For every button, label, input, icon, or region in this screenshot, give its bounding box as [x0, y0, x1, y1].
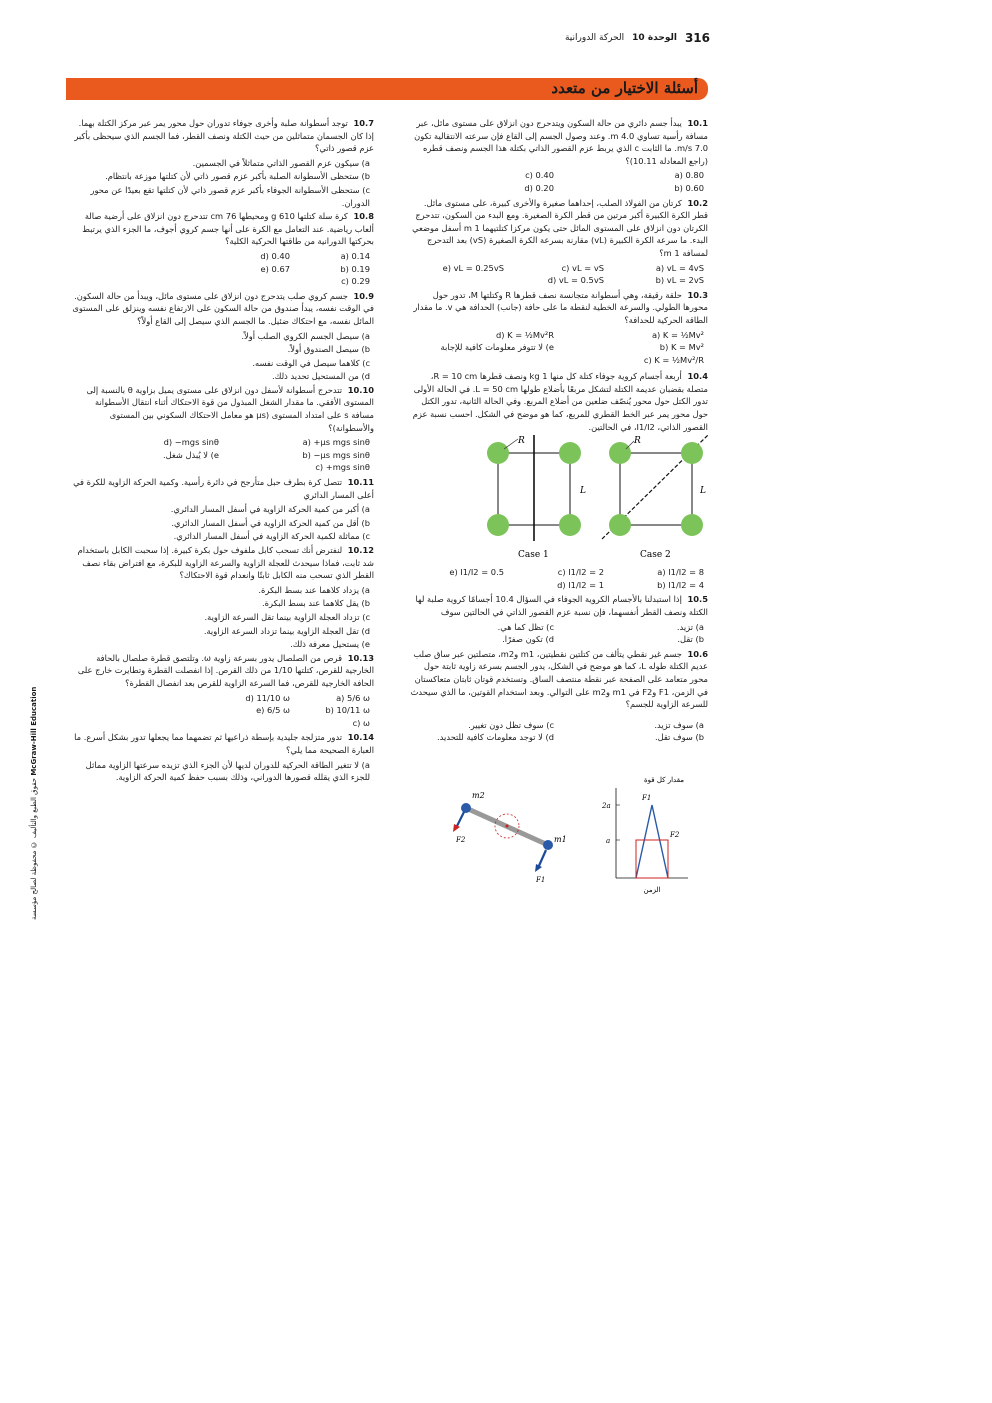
tick-a: a	[606, 836, 611, 845]
question-text: إذا استبدلنا بالأجسام الكروية الجوفاء في السؤال 10.4 أجسامًا كروية صلبة لها الكتلة ونصف القطر أنفسهما، فإن نسبة عزم القصور الذاتي في الحالتين سوف	[415, 594, 708, 618]
option: e) لا تتوفر معلومات كافية للإجابة	[440, 342, 554, 353]
option: c) كلاهما سيصل في الوقت نفسه.	[252, 357, 370, 368]
question-10-2	[408, 197, 708, 260]
option: b) سوف تقل.	[654, 732, 704, 743]
options-10-3	[408, 329, 708, 367]
option: b) أقل من كمية الحركة الزاوية في أسفل المسار الدائري.	[171, 517, 370, 528]
question-10-14	[72, 731, 374, 756]
option: b) −μs mgs sinθ	[302, 449, 370, 460]
right-column	[408, 117, 708, 900]
option: d) vL = 0.5vS	[547, 275, 604, 286]
option: c) 0.29	[341, 276, 370, 287]
option: a) سيصل الجسم الكروي الصلب أولاً.	[241, 330, 370, 341]
option: a) K = ½Mv²	[651, 329, 704, 340]
section-banner	[66, 78, 708, 100]
tick-2a: 2a	[602, 801, 611, 810]
unit-label: الوحدة 10	[632, 33, 677, 43]
force-time-graph	[601, 776, 688, 894]
option: b) ستحظى الأسطوانة الصلبة بأكبر عزم قصور ذاتي لأن كتلتها موزعة بانتظام.	[105, 171, 370, 182]
question-text: جسم غير نقطي يتألف من كتلتين نقطيتين، m1 وm2، متصلتين عبر ساق صلب عديم الكتلة طوله L، كما هو موضح في الشكل، يدور الجسم بسرعة زاوية ثابتة حول محور متعامد على الصفحة عبر نقطة منتصف الساق. وتستخدم قوتان ثابتان متعاكستان في الزمن، F1 وF2 في m1 وm2 على التوالي. وبعد استخدام القوتين، ما الذي سيحدث للسرعة الزاوية للجسم؟	[410, 648, 708, 710]
option: a) 5/6 ω	[336, 692, 370, 703]
sphere	[681, 514, 703, 536]
option: d) 11/10 ω	[245, 692, 290, 703]
option: c) +mgs sinθ	[315, 462, 370, 473]
case-2-label: Case 2	[640, 550, 671, 561]
option: c) تزداد العجلة الزاوية بينما تقل السرعة الزاوية.	[204, 611, 370, 622]
options-10-4	[408, 566, 708, 591]
option: b) K = Mv²	[659, 342, 704, 353]
force-f1-arrow	[538, 850, 546, 868]
option: a) تزيد.	[676, 621, 704, 632]
question-10-10	[72, 384, 374, 434]
option: d) لا توجد معلومات كافية للتحديد.	[437, 732, 554, 743]
f1-curve	[636, 805, 668, 878]
option: c) ستحظى الأسطوانة الجوفاء بأكبر عزم قصور ذاتي لأن كتلتها تقع بعيدًا عن محور الدوران.	[90, 184, 370, 208]
option: b) تقل.	[677, 634, 704, 645]
f2-label: F2	[456, 835, 466, 844]
side-length-label: L	[700, 486, 706, 497]
option: e) I1/I2 = 0.5	[449, 567, 504, 578]
page-header	[540, 30, 710, 46]
question-number: 10.13	[347, 652, 374, 663]
question-10-3	[408, 289, 708, 327]
publisher-name: McGraw-Hill Education	[30, 686, 38, 776]
question-text: كرتان من الفولاذ الصلب، إحداهما صغيرة والأخرى كبيرة، على مستوى مائل. قطر الكرة الكبيرة أكبر مرتين من قطر الكرة الصغيرة. ومع البدء من السكون، تتدحرج الكرتان دون انزلاق على المستوى المائل حتى يكون مركزا كتلتيهما 1 m أسفل موضعي البدء. ما سرعة الكرة الكبيرة (vL) مقارنة بسرعة الكرة الصغيرة (vS) بعد التدحرج لمسافة 1 m؟	[412, 197, 708, 258]
options-10-8	[214, 250, 374, 288]
chapter-title: الحركة الدورانية	[564, 33, 625, 43]
options-10-14	[72, 759, 374, 784]
option: c) مماثلة لكمية الحركة الزاوية في أسفل المسار الدائري.	[173, 531, 370, 542]
sphere	[559, 514, 581, 536]
side-length-label: L	[580, 486, 586, 497]
sphere	[487, 442, 509, 464]
question-10-13	[72, 652, 374, 690]
question-10-4	[408, 370, 708, 433]
option: a) سوف تزيد.	[654, 719, 704, 730]
option: b) 10/11 ω	[325, 705, 370, 716]
question-10-7	[72, 117, 374, 155]
radius-label: R	[634, 436, 641, 447]
option: c) تظل كما هي.	[497, 621, 554, 632]
option: e) vL = 0.25vS	[442, 262, 504, 273]
options-10-7	[72, 157, 374, 209]
option: b) vL = 2vS	[655, 275, 704, 286]
f1-label: F1	[536, 875, 546, 884]
options-10-2	[408, 262, 708, 287]
figure-10-4-squares	[408, 435, 708, 565]
m2-label: m2	[472, 790, 485, 800]
question-number: 10.12	[347, 545, 374, 555]
option: a) 0.80	[674, 170, 704, 181]
question-number: 10.6	[687, 648, 708, 659]
question-number: 10.4	[687, 371, 708, 382]
case-1-label: Case 1	[518, 550, 549, 561]
option: c) 0.40	[525, 170, 554, 181]
option: e) 6/5 ω	[256, 705, 290, 716]
question-10-11	[72, 476, 374, 501]
option: a) I1/I2 = 8	[657, 567, 704, 578]
case-2-diagram	[602, 435, 708, 560]
question-text: يبدأ جسم دائري من حالة السكون ويتدحرج دون انزلاق على مستوى مائل، عبر مسافة رأسية تساوي 4.0 m. وعند وصول الجسم إلى القاع فإن سرعته الانتقالية تكون 7.0 m/s. ما الثابت c الذي يربط عزم القصور الذاتي بكتلة هذا الجسم ونصف قطره (راجع المعادلة 10.11)؟	[414, 118, 708, 166]
case-1-diagram	[487, 435, 586, 560]
options-10-11	[72, 503, 374, 543]
options-10-1	[408, 169, 708, 194]
question-10-5	[408, 593, 708, 618]
option: d) 0.20	[524, 182, 554, 193]
option: c) سوف تظل دون تغيير.	[468, 719, 554, 730]
sphere	[559, 442, 581, 464]
option: d) −mgs sinθ	[163, 437, 219, 448]
option: d) I1/I2 = 1	[557, 579, 604, 590]
question-number: 10.2	[687, 197, 708, 208]
question-text: تدور متزلجة جليدية بإسطة ذراعيها ثم تضمهما مما يجعلها تدور بشكل أسرع. ما العبارة الصحيحة مما يلي؟	[74, 732, 374, 755]
options-10-6	[408, 719, 708, 744]
question-text: تتصل كرة بطرف حبل متأرجح في دائرة رأسية. وكمية الحركة الزاوية للكرة في أعلى المسار الدائري	[73, 477, 374, 500]
sphere	[681, 442, 703, 464]
option: c) vL = vS	[561, 262, 604, 273]
option: e) يستحيل معرفة ذلك.	[290, 639, 370, 650]
options-10-5	[408, 621, 708, 646]
radius-label: R	[518, 436, 525, 447]
sphere	[609, 442, 631, 464]
option: b) يقل كلاهما عند بسط البكرة.	[262, 598, 370, 609]
options-10-12	[72, 584, 374, 651]
question-number: 10.14	[347, 732, 374, 743]
question-text: لنفترض أنك تسحب كابل ملفوف حول بكرة كبيرة. إذا سحبت الكابل باستخدام شد ثابت، فماذا سيحدث للعجلة الزاوية والسرعة الزاوية للبكرة، مع افتراض بقاء نصف القطر الذي تسحب منه الكابل ثابتًا وانعدام قوة الاحتكاك؟	[77, 545, 374, 581]
question-text: حلقة رقيقة، وهي أسطوانة متجانسة نصف قطرها R وكتلتها M، تدور حول محورها الطولي. والسرعة الخطية لنقطة ما على حافة (جانب) الحدافة هي v. ما مقدار الطاقة الحركية للحدافة؟	[413, 289, 708, 325]
option: b) I1/I2 = 4	[657, 579, 704, 590]
question-10-8	[72, 210, 374, 248]
question-number: 10.8	[353, 211, 374, 222]
option: c) ω	[352, 717, 370, 728]
question-text: كرة سلة كتلتها 610 g ومحيطها 76 cm تتدحرج دون انزلاق على أرضية صالة ألعاب رياضية. عند التعامل مع الكرة على أنها جسم كروي أجوف، ما الجزء الذي يرتبط بحركتها الدورانية من طاقتها الحركية الكلية؟	[82, 211, 374, 247]
question-number: 10.7	[353, 118, 374, 128]
option: d) 0.40	[260, 250, 290, 261]
rod-diagram	[453, 791, 567, 884]
option: e) لا يُبذل شغل.	[162, 449, 219, 460]
option: a) سيكون عزم القصور الذاتي متماثلاً في الجسمين.	[192, 157, 370, 168]
option: d) من المستحيل تحديد ذلك.	[271, 371, 370, 382]
question-10-1	[408, 117, 708, 167]
option: d) K = ½Mv²R	[495, 329, 554, 340]
option: d) تقل العجلة الزاوية بينما تزداد السرعة الزاوية.	[203, 625, 370, 636]
question-10-6	[408, 648, 708, 711]
question-text: تتدحرج أسطوانة لأسفل دون انزلاق على مستوى يميل بزاوية θ بالنسبة إلى المستوى الأفقي. ما مقدار الشغل المبذول من قوة الاحتكاك أثناء انتقال الأسطوانة مسافة s على امتداد المستوى (μs هو معامل الاحتكاك السكوني بين المستوى والأسطوانة)؟	[86, 384, 374, 433]
y-axis-label: مقدار كل قوة	[643, 775, 685, 784]
f1-graph-label: F1	[642, 793, 652, 802]
option: c) I1/I2 = 2	[557, 567, 604, 578]
side-credit	[30, 686, 40, 920]
option: a) +μs mgs sinθ	[302, 437, 370, 448]
question-text: قرص من الصلصال يدور بسرعة زاوية ω. وتلتصق قطرة صلصال بالحافة الخارجية للقرص، كتلتها 1/10 من ذلك القرص. إذا انفصلت القطرة وتطايرت خارج على الحافة الخارجية للقرص، فما السرعة الزاوية للقرص بعد انفصال القطرة؟	[77, 652, 374, 688]
option: b) 0.60	[674, 182, 704, 193]
option: a) 0.14	[340, 250, 370, 261]
section-title: أسئلة الاختيار من متعدد	[551, 79, 698, 97]
case-2-square	[620, 453, 692, 525]
option: c) K = ½Mv²/R	[643, 354, 704, 365]
f2-graph-label: F2	[670, 830, 680, 839]
question-number: 10.1	[687, 118, 708, 128]
mass-m1	[543, 840, 553, 850]
force-f2-arrow	[456, 812, 464, 828]
question-number: 10.11	[347, 477, 374, 488]
m1-label: m1	[554, 834, 567, 844]
x-axis-label: الزمن	[643, 885, 661, 894]
question-text: أربعة أجسام كروية جوفاء كتلة كل منها 1 kg ونصف قطرها R = 10 cm، متصلة بقضبان عديمة الكتلة لتشكل مربعًا بأضلاع طولها L = 50 cm. في الحالة الأولى تدور الكتل حول محور يُنصّف ضلعين من أضلاع المربع. وفي الحالة الثانية، تدور الكتل حول محور يمر عبر الخط القطري للمربع، كما هو موضح في الشكل. احسب نسبة عزم القصور الذاتي، I1/I2، في الحالتين.	[412, 371, 708, 432]
rights-text: حقوق الطبع والتأليف © محفوظة لصالح مؤسسة	[30, 777, 38, 920]
option: d) تكون صفرًا.	[502, 634, 554, 645]
question-number: 10.9	[353, 290, 374, 301]
question-text: توجد أسطوانة صلبة وأخرى جوفاء تدوران حول محور يمر عبر مركز الكتلة بهما. إذا كان الجسمان متماثلين من حيث الكتلة ونصف القطر، فما الجسم الذي سيحظى بأكبر عزم قصور ذاتي؟	[74, 118, 374, 154]
question-10-12	[72, 544, 374, 582]
question-text: جسم كروي صلب يتدحرج دون انزلاق على مستوى مائل، ويبدأ من حالة السكون. في الوقت نفسه، يبدأ صندوق من حالة السكون على الارتفاع نفسه وينزلق على المستوى المائل نفسه، مع احتكاك ضئيل. ما الجسم الذي سيصل إلى القاع أولاً؟	[72, 290, 374, 326]
question-number: 10.3	[687, 289, 708, 300]
mass-m2	[461, 803, 471, 813]
option: e) 0.67	[260, 263, 290, 274]
option: b) 0.19	[340, 263, 370, 274]
options-10-10	[72, 436, 374, 474]
left-column	[72, 117, 374, 785]
option: a) أكبر من كمية الحركة الزاوية في أسفل المسار الدائري.	[170, 504, 370, 515]
options-10-13	[214, 692, 374, 730]
sphere	[487, 514, 509, 536]
page-number: 316	[684, 31, 710, 45]
question-number: 10.5	[687, 594, 708, 605]
option: a) لا تتغير الطاقة الحركية للدوران لديها لأن الجزء الذي تزيده سرعتها الزاوية مماثل للجزء الذي يقلله قصورها الدوراني، وذلك بسبب حفظ كمية الحركة الزاوية.	[85, 759, 370, 783]
question-number: 10.10	[347, 384, 374, 395]
figure-10-6	[408, 770, 708, 900]
sphere	[609, 514, 631, 536]
option: a) يزداد كلاهما عند بسط البكرة.	[258, 584, 370, 595]
question-10-9	[72, 290, 374, 328]
option: a) vL = 4vS	[655, 262, 704, 273]
options-10-9	[72, 330, 374, 383]
option: b) سيصل الصندوق أولاً.	[287, 344, 370, 355]
